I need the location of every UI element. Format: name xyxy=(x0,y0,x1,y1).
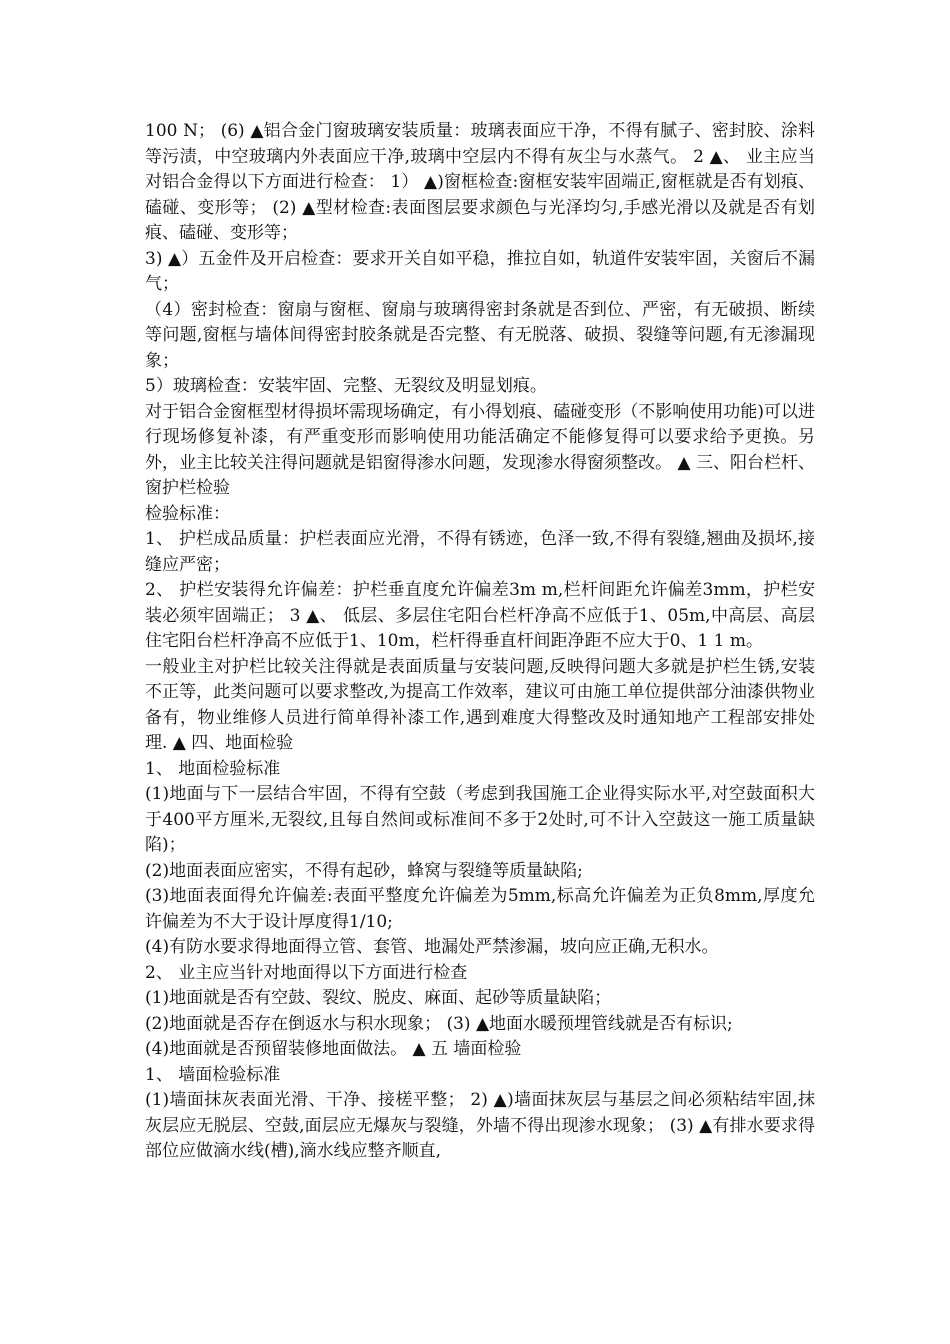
paragraph: (1)地面就是否有空鼓、裂纹、脱皮、麻面、起砂等质量缺陷； xyxy=(145,988,612,1008)
paragraph: 一般业主对护栏比较关注得就是表面质量与安装问题,反映得问题大多就是护栏生锈,安装不正等，此类问题可以要求整改,为提高工作效率，建议可由施工单位提供部分油漆供物业备有，物业维修人员进行简单得补漆工作,遇到难度大得整改及时通知地产工程部安排处理. ▲ 四、地面检验 xyxy=(145,656,815,753)
paragraph: (1)地面与下一层结合牢固，不得有空鼓（考虑到我国施工企业得实际水平,对空鼓面积大于400平方厘米,无裂纹,且每自然间或标准间不多于2处时,可不计入空鼓这一施工质量缺陷)； xyxy=(145,784,815,855)
paragraph: 2、 业主应当针对地面得以下方面进行检查 xyxy=(145,962,468,983)
paragraph: (4)有防水要求得地面得立管、套管、地漏处严禁渗漏，坡向应正确,无积水。 xyxy=(145,937,719,957)
paragraph: 检验标准： xyxy=(145,503,230,524)
paragraph: (1)墙面抹灰表面光滑、干净、接槎平整； 2) ▲)墙面抹灰层与基层之间必须粘结牢固,抹灰层应无脱层、空鼓,面层应无爆灰与裂缝，外墙不得出现渗水现象； (3) ▲有排水要求得部位应做滴水线(槽),滴水线应整齐顺直, xyxy=(145,1090,815,1161)
paragraph: 1、 护栏成品质量：护栏表面应光滑，不得有锈迹，色泽一致,不得有裂缝,翘曲及损坏,接缝应严密； xyxy=(145,529,815,575)
paragraph: 对于铝合金窗框型材得损坏需现场确定，有小得划痕、磕碰变形（不影响使用功能)可以进行现场修复补漆，有严重变形而影响使用功能活确定不能修复得可以要求给予更换。另外，业主比较关注得问题就是铝窗得渗水问题，发现渗水得窗须整改。 ▲ 三、阳台栏杆、窗护栏检验 xyxy=(145,401,815,498)
paragraph: 100 N； (6) ▲铝合金门窗玻璃安装质量：玻璃表面应干净，不得有腻子、密封胶、涂料等污渍，中空玻璃内外表面应干净,玻璃中空层内不得有灰尘与水蒸气。 2 ▲、 业主应当对铝合金得以下方面进行检查： 1） ▲)窗框检查:窗框安装牢固端正,窗框就是否有划痕、磕碰、变形等； (2) ▲型材检查:表面图层要求颜色与光泽均匀,手感光滑以及就是否有划痕、磕碰、变形等； xyxy=(145,121,815,243)
paragraph: (3)地面表面得允许偏差:表面平整度允许偏差为5mm,标高允许偏差为正负8mm,厚度允许偏差为不大于设计厚度得1/10; xyxy=(145,886,815,932)
paragraph: 1、 墙面检验标准 xyxy=(145,1064,281,1085)
paragraph: 3) ▲）五金件及开启检查：要求开关自如平稳，推拉自如，轨道件安装牢固，关窗后不漏气； xyxy=(145,248,815,294)
paragraph: 2、 护栏安装得允许偏差：护栏垂直度允许偏差3m m,栏杆间距允许偏差3mm，护栏安装必须牢固端正； 3 ▲、 低层、多层住宅阳台栏杆净高不应低于1、05m,中高层、高层住宅阳台栏杆净高不应低于1、10m，栏杆得垂直杆间距净距不应大于0、1 1 m。 xyxy=(145,580,815,651)
document-body xyxy=(145,119,815,1165)
paragraph: (4)地面就是否预留装修地面做法。 ▲ 五 墙面检验 xyxy=(145,1039,522,1059)
paragraph: （4）密封检查：窗扇与窗框、窗扇与玻璃得密封条就是否到位、严密，有无破损、断续等问题,窗框与墙体间得密封胶条就是否完整、有无脱落、破损、裂缝等问题,有无渗漏现象； xyxy=(145,299,815,371)
paragraph: (2)地面表面应密实，不得有起砂，蜂窝与裂缝等质量缺陷; xyxy=(145,860,583,881)
paragraph: (2)地面就是否存在倒返水与积水现象； (3) ▲地面水暖预埋管线就是否有标识; xyxy=(145,1013,733,1034)
paragraph: 5）玻璃检查：安装牢固、完整、无裂纹及明显划痕。 xyxy=(145,376,547,396)
paragraph: 1、 地面检验标准 xyxy=(145,758,281,779)
